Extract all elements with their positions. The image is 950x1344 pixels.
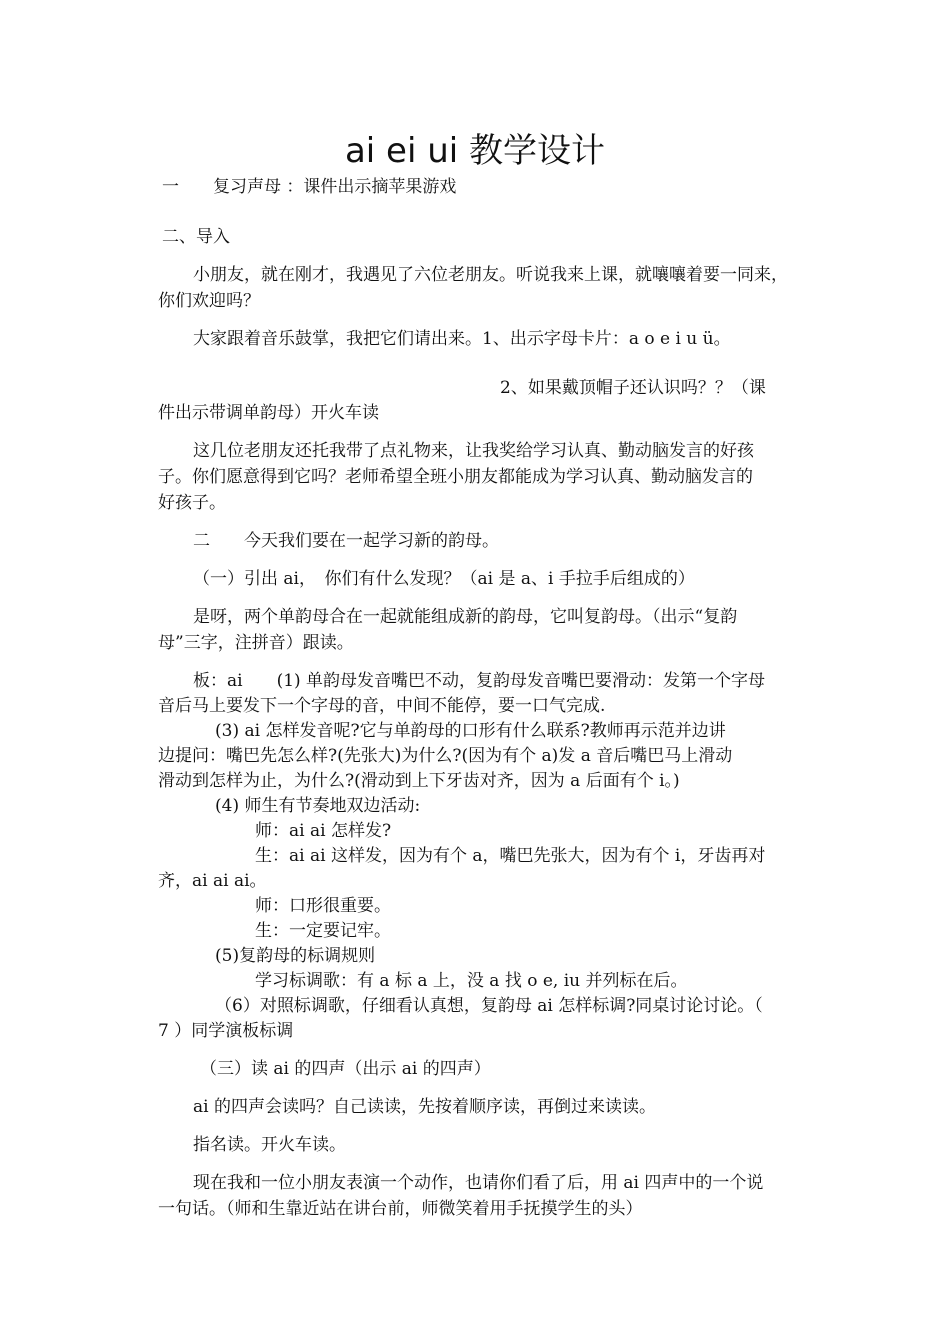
text-line: 小朋友，就在刚才，我遇见了六位老朋友。听说我来上课，就嚷嚷着要一同来， xyxy=(193,265,788,285)
text-line: （一）引出 ai， 你们有什么发现？（ai 是 a、i 手拉手后组成的） xyxy=(193,569,695,589)
text-line: 师：口形很重要。 xyxy=(255,896,391,916)
text-line: ai 的四声会读吗？自己读读，先按着顺序读，再倒过来读读。 xyxy=(193,1097,656,1117)
text-line: 滑动到怎样为止，为什么?(滑动到上下牙齿对齐，因为 a 后面有个 i。) xyxy=(158,771,680,791)
text-line: 生：ai ai 这样发，因为有个 a，嘴巴先张大，因为有个 i，牙齿再对 xyxy=(255,846,766,866)
text-line: 7 ）同学演板标调 xyxy=(158,1021,294,1041)
text-line: 边提问：嘴巴先怎么样?(先张大)为什么?(因为有个 a)发 a 音后嘴巴马上滑动 xyxy=(158,746,733,766)
text-line: (4) 师生有节奏地双边活动: xyxy=(215,796,421,816)
text-line: 你们欢迎吗？ xyxy=(158,291,260,311)
text-line: 件出示带调单韵母）开火车读 xyxy=(158,403,379,423)
text-line: 大家跟着音乐鼓掌，我把它们请出来。1、出示字母卡片：a o e i u ü。 xyxy=(193,329,731,349)
text-line: （三）读 ai 的四声（出示 ai 的四声） xyxy=(200,1059,491,1079)
text-line: 子。你们愿意得到它吗？老师希望全班小朋友都能成为学习认真、勤动脑发言的 xyxy=(158,467,753,487)
document-title: ai ei ui 教学设计 xyxy=(344,131,606,171)
text-line: (3) ai 怎样发音呢?它与单韵母的口形有什么联系?教师再示范并边讲 xyxy=(215,721,726,741)
text-line: 学习标调歌：有 a 标 a 上，没 a 找 o e, iu 并列标在后。 xyxy=(255,971,688,991)
text-line: 板：ai (1) 单韵母发音嘴巴不动，复韵母发音嘴巴要滑动：发第一个字母 xyxy=(193,671,766,691)
text-line: 一 复习声母 ：课件出示摘苹果游戏 xyxy=(162,177,457,197)
text-line: 音后马上要发下一个字母的音，中间不能停，要一口气完成. xyxy=(158,696,606,716)
text-line: 齐，ai ai ai。 xyxy=(158,871,267,891)
text-line: 现在我和一位小朋友表演一个动作，也请你们看了后，用 ai 四声中的一个说 xyxy=(193,1173,764,1193)
text-line: 一句话。（师和生靠近站在讲台前，师微笑着用手抚摸学生的头） xyxy=(158,1199,643,1219)
text-line: 母”三字，注拼音）跟读。 xyxy=(158,633,354,653)
text-line: （6）对照标调歌，仔细看认真想，复韵母 ai 怎样标调?同桌讨论讨论。（ xyxy=(215,996,763,1016)
text-line: 好孩子。 xyxy=(158,493,226,513)
text-line: (5)复韵母的标调规则 xyxy=(215,946,376,966)
text-line: 这几位老朋友还托我带了点礼物来，让我奖给学习认真、勤动脑发言的好孩 xyxy=(193,441,754,461)
text-line: 是呀，两个单韵母合在一起就能组成新的韵母，它叫复韵母。（出示“复韵 xyxy=(193,607,738,627)
text-line: 指名读。开火车读。 xyxy=(193,1135,346,1155)
text-line: 二 今天我们要在一起学习新的韵母。 xyxy=(193,531,499,551)
text-line: 师：ai ai 怎样发? xyxy=(255,821,392,841)
text-line: 二、导入 xyxy=(162,227,230,247)
text-line: 生：一定要记牢。 xyxy=(255,921,391,941)
text-line: 2、如果戴顶帽子还认识吗？？（课 xyxy=(500,378,766,398)
